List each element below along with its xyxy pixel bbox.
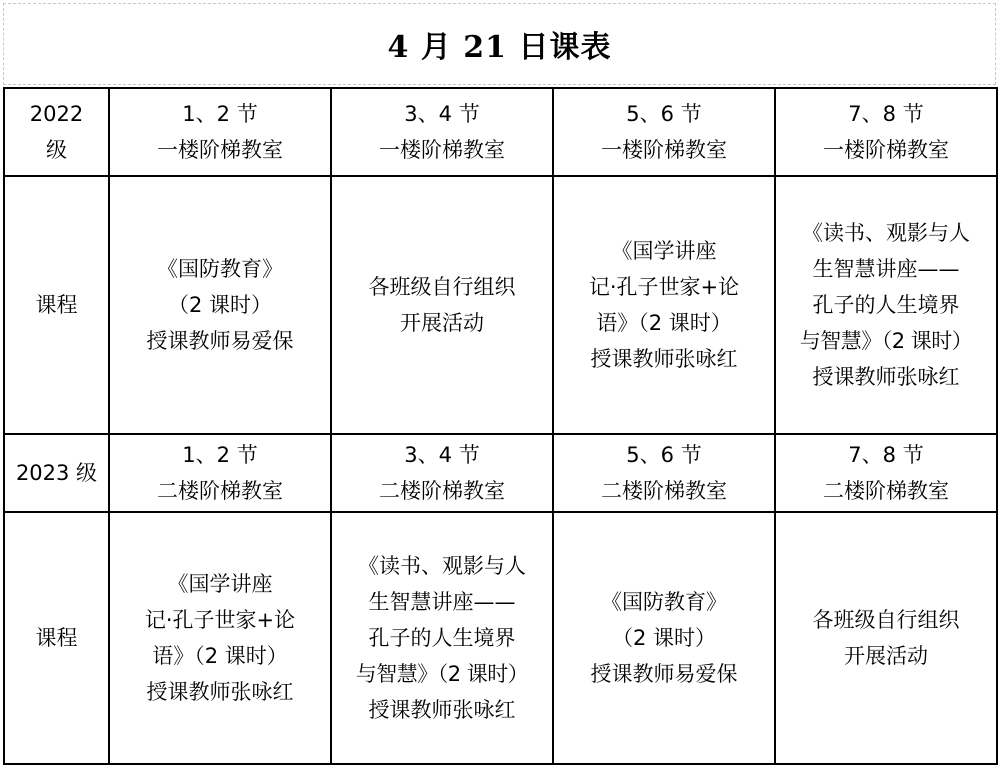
title-box <box>3 3 996 85</box>
course-line: 《国学讲座 <box>167 572 273 596</box>
course-line: 语》（2 课时） <box>596 311 732 335</box>
grade-2023-session-2 <box>331 434 553 512</box>
room-label: 二楼阶梯教室 <box>601 479 727 503</box>
grade-2022-session-3 <box>553 88 775 176</box>
grade-2022-course-2 <box>331 176 553 434</box>
grade-2023-label-cell <box>4 434 109 512</box>
course-line: 《国防教育》 <box>157 257 283 281</box>
course-line: 孔子的人生境界 <box>368 626 516 650</box>
course-line: （2 课时） <box>167 293 273 317</box>
course-line: 与智慧》（2 课时） <box>799 329 973 353</box>
grade-2023-header-row <box>4 434 997 512</box>
period-label: 1、2 节 <box>182 102 258 126</box>
course-line: 生智慧讲座—— <box>812 257 960 281</box>
course-line: 记·孔子世家+论 <box>144 608 296 632</box>
grade-2023-course-label: 课程 <box>4 512 109 764</box>
grade-2022-label-line: 级 <box>46 138 67 162</box>
course-line: 《读书、观影与人 <box>802 221 970 245</box>
grade-2022-header-row <box>4 88 997 176</box>
grade-2022-course-1 <box>109 176 331 434</box>
grade-2023-session-1 <box>109 434 331 512</box>
room-label: 二楼阶梯教室 <box>823 479 949 503</box>
grade-2022-session-2 <box>331 88 553 176</box>
course-line: 语》（2 课时） <box>152 644 288 668</box>
course-line: 授课教师张咏红 <box>368 698 516 722</box>
period-label: 7、8 节 <box>848 102 924 126</box>
room-label: 二楼阶梯教室 <box>157 479 283 503</box>
course-line: 《国学讲座 <box>611 239 717 263</box>
grade-2022-course-row <box>4 176 997 434</box>
course-line: 授课教师张咏红 <box>590 347 738 371</box>
grade-2022-label-cell <box>4 88 109 176</box>
period-label: 5、6 节 <box>626 102 702 126</box>
room-label: 一楼阶梯教室 <box>823 138 949 162</box>
course-line: 开展活动 <box>844 644 928 668</box>
grade-2023-session-3 <box>553 434 775 512</box>
grade-2023-session-4 <box>775 434 997 512</box>
period-label: 1、2 节 <box>182 443 258 467</box>
course-line: 授课教师易爱保 <box>146 329 294 353</box>
grade-2023-course-3 <box>553 512 775 764</box>
course-line: 与智慧》（2 课时） <box>355 662 529 686</box>
period-label: 3、4 节 <box>404 102 480 126</box>
course-line: 授课教师张咏红 <box>812 365 960 389</box>
grade-2022-session-4 <box>775 88 997 176</box>
course-line: 各班级自行组织 <box>368 275 516 299</box>
course-line: 各班级自行组织 <box>812 608 960 632</box>
course-line: 《国防教育》 <box>601 590 727 614</box>
period-label: 7、8 节 <box>848 443 924 467</box>
grade-2022-session-1 <box>109 88 331 176</box>
room-label: 二楼阶梯教室 <box>379 479 505 503</box>
grade-2023-course-2 <box>331 512 553 764</box>
grade-2023-course-4 <box>775 512 997 764</box>
grade-2022-course-4 <box>775 176 997 434</box>
grade-2022-course-label: 课程 <box>4 176 109 434</box>
period-label: 3、4 节 <box>404 443 480 467</box>
room-label: 一楼阶梯教室 <box>601 138 727 162</box>
course-line: 《读书、观影与人 <box>358 554 526 578</box>
grade-2022-label-line: 2022 <box>29 102 84 126</box>
grade-2023-course-1 <box>109 512 331 764</box>
room-label: 一楼阶梯教室 <box>157 138 283 162</box>
course-line: 记·孔子世家+论 <box>588 275 740 299</box>
course-line: 开展活动 <box>400 311 484 335</box>
grade-2023-label: 2023 级 <box>15 461 98 485</box>
course-line: 生智慧讲座—— <box>368 590 516 614</box>
grade-2023-course-row <box>4 512 997 764</box>
page-title: 4 月 21 日课表 <box>387 30 612 65</box>
course-line: （2 课时） <box>611 626 717 650</box>
room-label: 一楼阶梯教室 <box>379 138 505 162</box>
schedule-table <box>3 87 998 765</box>
course-line: 授课教师易爱保 <box>590 662 738 686</box>
period-label: 5、6 节 <box>626 443 702 467</box>
grade-2022-course-3 <box>553 176 775 434</box>
course-line: 授课教师张咏红 <box>146 680 294 704</box>
course-line: 孔子的人生境界 <box>812 293 960 317</box>
